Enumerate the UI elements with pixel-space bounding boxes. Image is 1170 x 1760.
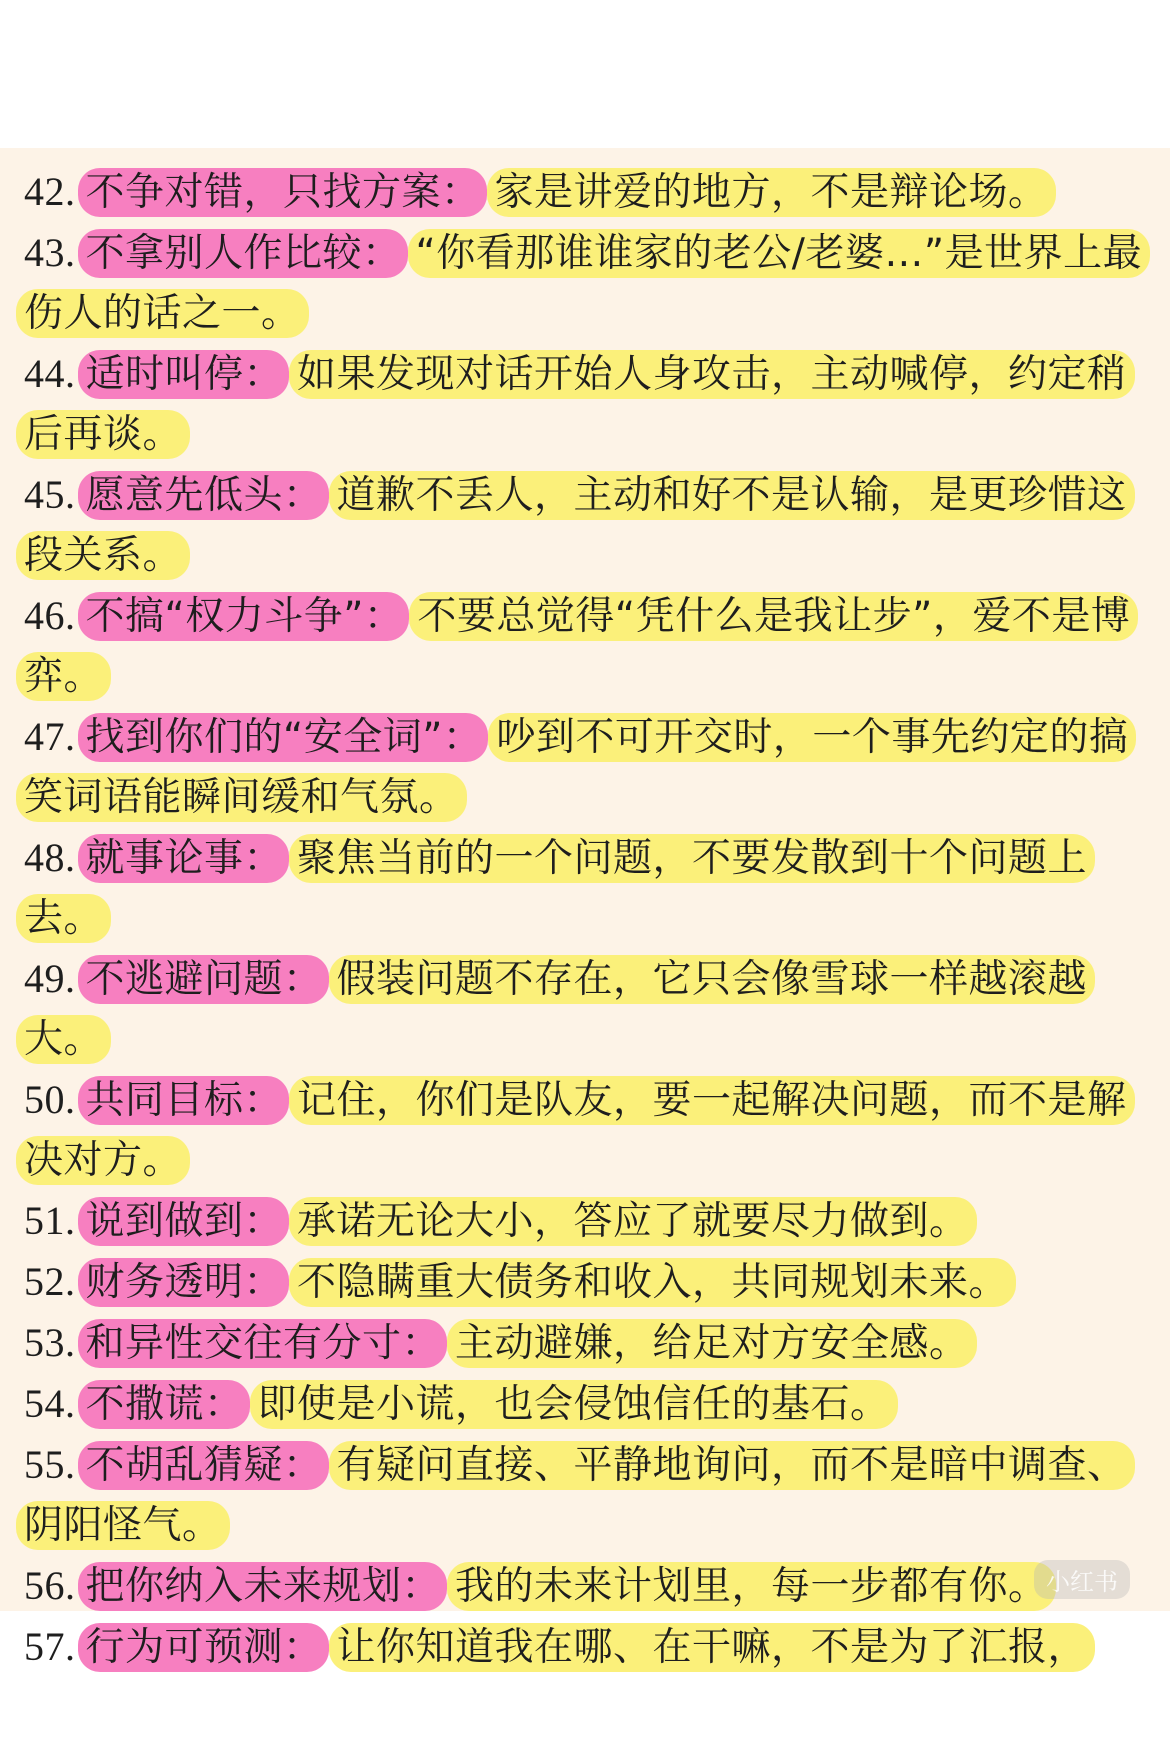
tip-title: 行为可预测： (78, 1623, 329, 1672)
tip-text: 吵到不可开交时，一个事先约定的搞笑词语能瞬间缓和气氛。 (16, 713, 1136, 822)
tip-title: 共同目标： (78, 1076, 290, 1125)
tip-number: 50. (24, 1077, 76, 1122)
tip-number: 42. (24, 169, 76, 214)
tip-title: 和异性交往有分寸： (78, 1319, 448, 1368)
tip-item (16, 162, 1156, 223)
tip-item (16, 223, 1156, 344)
tip-item (16, 344, 1156, 465)
tip-title: 不撒谎： (78, 1380, 250, 1429)
tip-number: 48. (24, 835, 76, 880)
tip-title: 愿意先低头： (78, 471, 329, 520)
tip-number: 55. (24, 1442, 76, 1487)
tip-number: 43. (24, 230, 76, 275)
tips-list (16, 162, 1156, 1678)
tip-item (16, 465, 1156, 586)
tip-title: 就事论事： (78, 834, 290, 883)
tip-title: 不逃避问题： (78, 955, 329, 1004)
tip-title: 把你纳入未来规划： (78, 1562, 448, 1611)
tip-item (16, 1374, 1156, 1435)
tip-number: 57. (24, 1624, 76, 1669)
tip-title: 财务透明： (78, 1258, 290, 1307)
tip-item (16, 1070, 1156, 1191)
tip-number: 52. (24, 1259, 76, 1304)
tip-item (16, 949, 1156, 1070)
tip-title: 不拿别人作比较： (78, 229, 408, 278)
tip-title: 找到你们的“安全词”： (78, 713, 489, 762)
tip-text: 记住，你们是队友，要一起解决问题，而不是解决对方。 (16, 1076, 1135, 1185)
tip-title: 不胡乱猜疑： (78, 1441, 329, 1490)
tip-text: “你看那谁谁家的老公/老婆…”是世界上最伤人的话之一。 (16, 229, 1150, 338)
tip-item (16, 1252, 1156, 1313)
tip-title: 不搞“权力斗争”： (78, 592, 410, 641)
tip-title: 适时叫停： (78, 350, 290, 399)
tip-number: 49. (24, 956, 76, 1001)
tip-item (16, 1191, 1156, 1252)
tip-text: 我的未来计划里，每一步都有你。 (447, 1562, 1056, 1611)
tip-text: 如果发现对话开始人身攻击，主动喊停，约定稍后再谈。 (16, 350, 1135, 459)
watermark: 小红书 (1034, 1560, 1130, 1599)
tip-item (16, 1617, 1156, 1678)
tip-number: 54. (24, 1381, 76, 1426)
tip-item (16, 707, 1156, 828)
tip-text: 不隐瞒重大债务和收入，共同规划未来。 (289, 1258, 1016, 1307)
tip-text: 不要总觉得“凭什么是我让步”，爱不是博弈。 (16, 592, 1138, 701)
tip-item (16, 586, 1156, 707)
tip-number: 53. (24, 1320, 76, 1365)
tip-text: 即使是小谎，也会侵蚀信任的基石。 (250, 1380, 898, 1429)
tip-text: 让你知道我在哪、在干嘛，不是为了汇报， (329, 1623, 1096, 1672)
tip-text: 聚焦当前的一个问题，不要发散到十个问题上去。 (16, 834, 1095, 943)
tip-number: 47. (24, 714, 76, 759)
tip-title: 不争对错，只找方案： (78, 168, 487, 217)
tip-title: 说到做到： (78, 1197, 290, 1246)
tip-number: 46. (24, 593, 76, 638)
tip-item (16, 1435, 1156, 1556)
tip-text: 道歉不丢人，主动和好不是认输，是更珍惜这段关系。 (16, 471, 1135, 580)
tip-number: 44. (24, 351, 76, 396)
tip-item (16, 828, 1156, 949)
tip-item (16, 1556, 1156, 1617)
tip-text: 家是讲爱的地方，不是辩论场。 (487, 168, 1056, 217)
tip-number: 51. (24, 1198, 76, 1243)
tip-number: 56. (24, 1563, 76, 1608)
tip-number: 45. (24, 472, 76, 517)
tip-text: 承诺无论大小，答应了就要尽力做到。 (289, 1197, 977, 1246)
tip-text: 主动避嫌，给足对方安全感。 (447, 1319, 977, 1368)
document-page (0, 148, 1170, 1670)
tip-text: 假装问题不存在，它只会像雪球一样越滚越大。 (16, 955, 1095, 1064)
tip-item (16, 1313, 1156, 1374)
tip-text: 有疑问直接、平静地询问，而不是暗中调查、阴阳怪气。 (16, 1441, 1135, 1550)
